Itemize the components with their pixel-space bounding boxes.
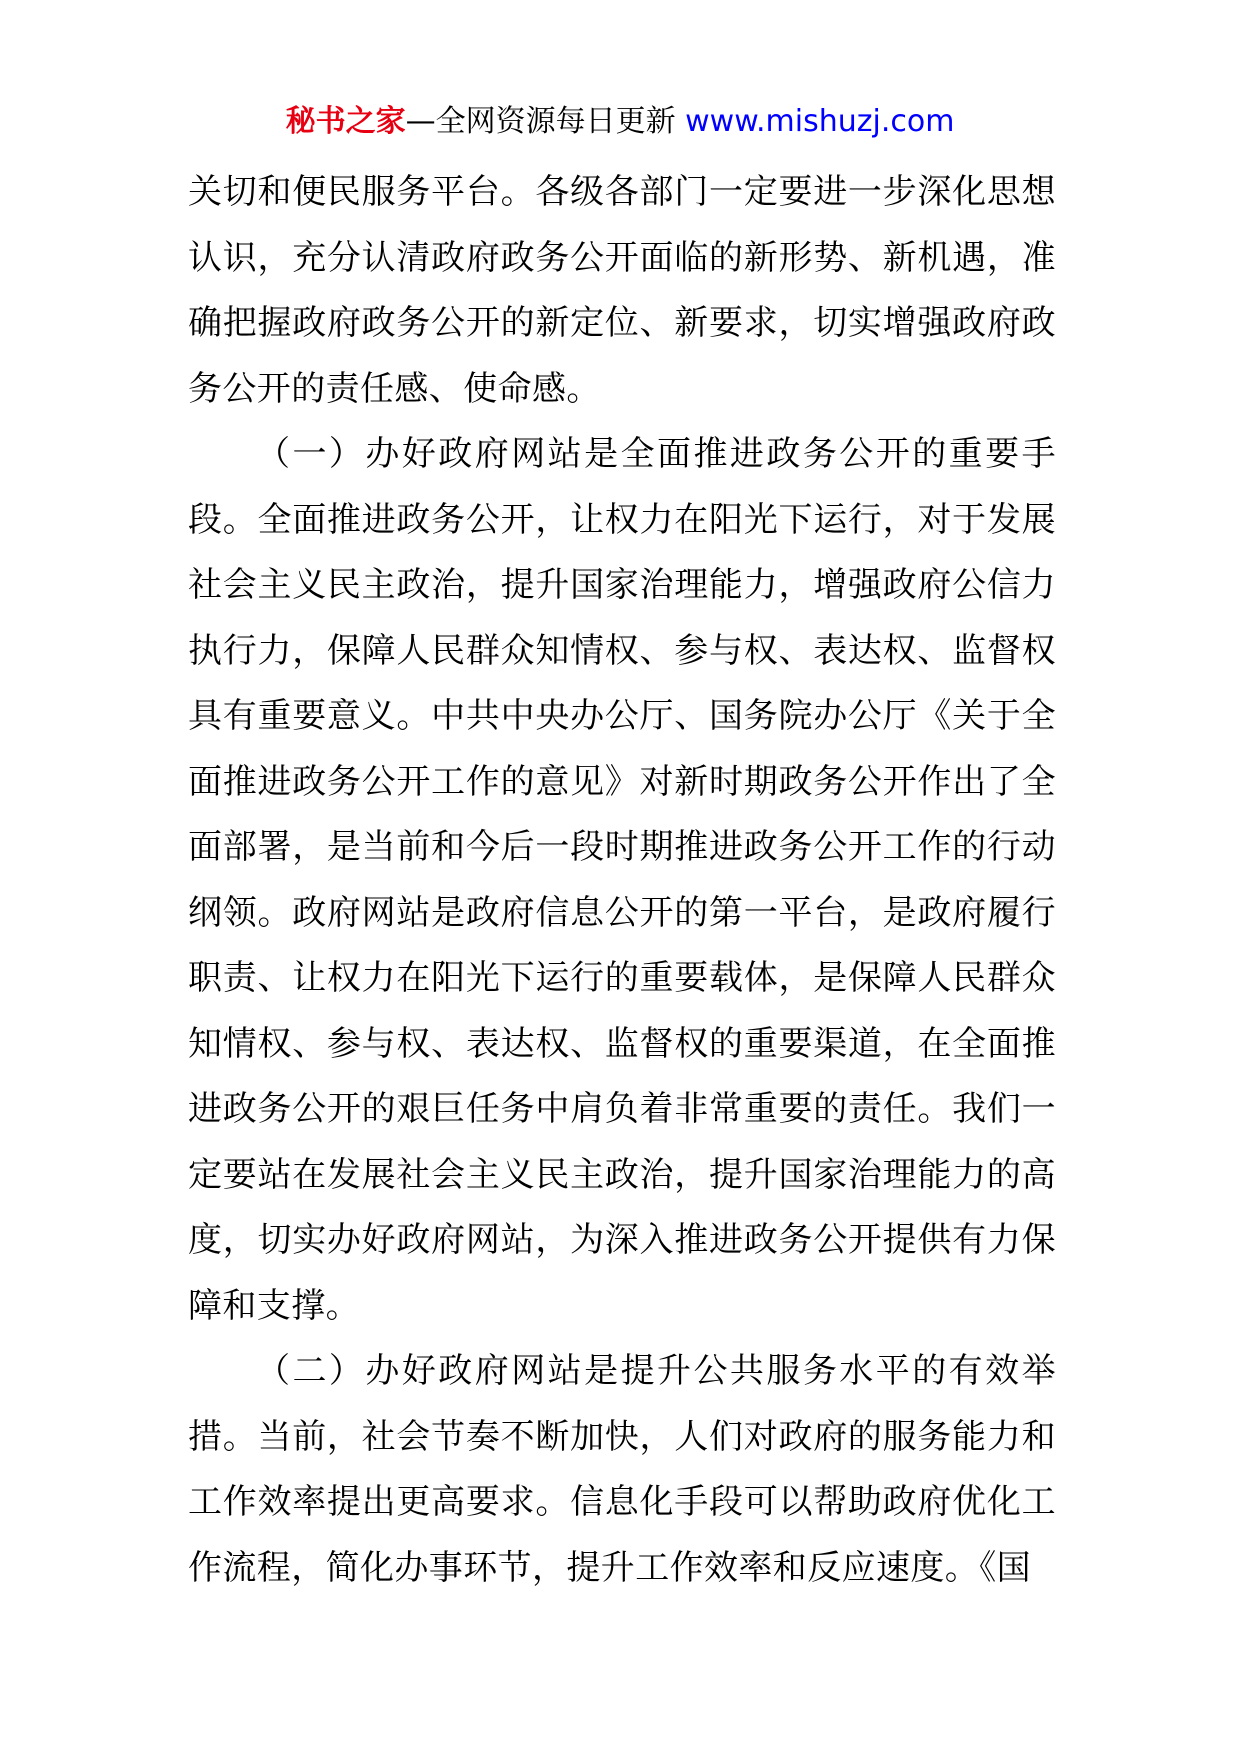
document-body: [188, 160, 1056, 1601]
brand-name: 秘书之家: [285, 104, 406, 139]
paragraph-section-1: （一）办好政府网站是全面推进政务公开的重要手段。全面推进政务公开，让权力在阳光下运行，对于发展社会主义民主政治，提升国家治理能力，增强政府公信力执行力，保障人民群众知情权、参与权、表达权、监督权具有重要意义。中共中央办公厅、国务院办公厅《关于全面推进政务公开工作的意见》对新时期政务公开作出了全面部署，是当前和今后一段时期推进政务公开工作的行动纲领。政府网站是政府信息公开的第一平台，是政府履行职责、让权力在阳光下运行的重要载体，是保障人民群众知情权、参与权、表达权、监督权的重要渠道，在全面推进政务公开的艰巨任务中肩负着非常重要的责任。我们一定要站在发展社会主义民主政治，提升国家治理能力的高度，切实办好政府网站，为深入推进政务公开提供有力保障和支撑。: [188, 434, 1056, 1326]
website-link[interactable]: www.mishuzj.com: [685, 104, 955, 139]
paragraph-section-2: （二）办好政府网站是提升公共服务水平的有效举措。当前，社会节奏不断加快，人们对政府的服务能力和工作效率提出更高要求。信息化手段可以帮助政府优化工作流程，简化办事环节，提升工作效率和反应速度。《国: [188, 1351, 1056, 1588]
paragraph-continuation: 关切和便民服务平台。各级各部门一定要进一步深化思想认识，充分认清政府政务公开面临的新形势、新机遇，准确把握政府政务公开的新定位、新要求，切实增强政府政务公开的责任感、使命感。: [188, 172, 1056, 409]
page-header: [0, 100, 1240, 144]
header-slogan: —全网资源每日更新: [405, 104, 676, 139]
